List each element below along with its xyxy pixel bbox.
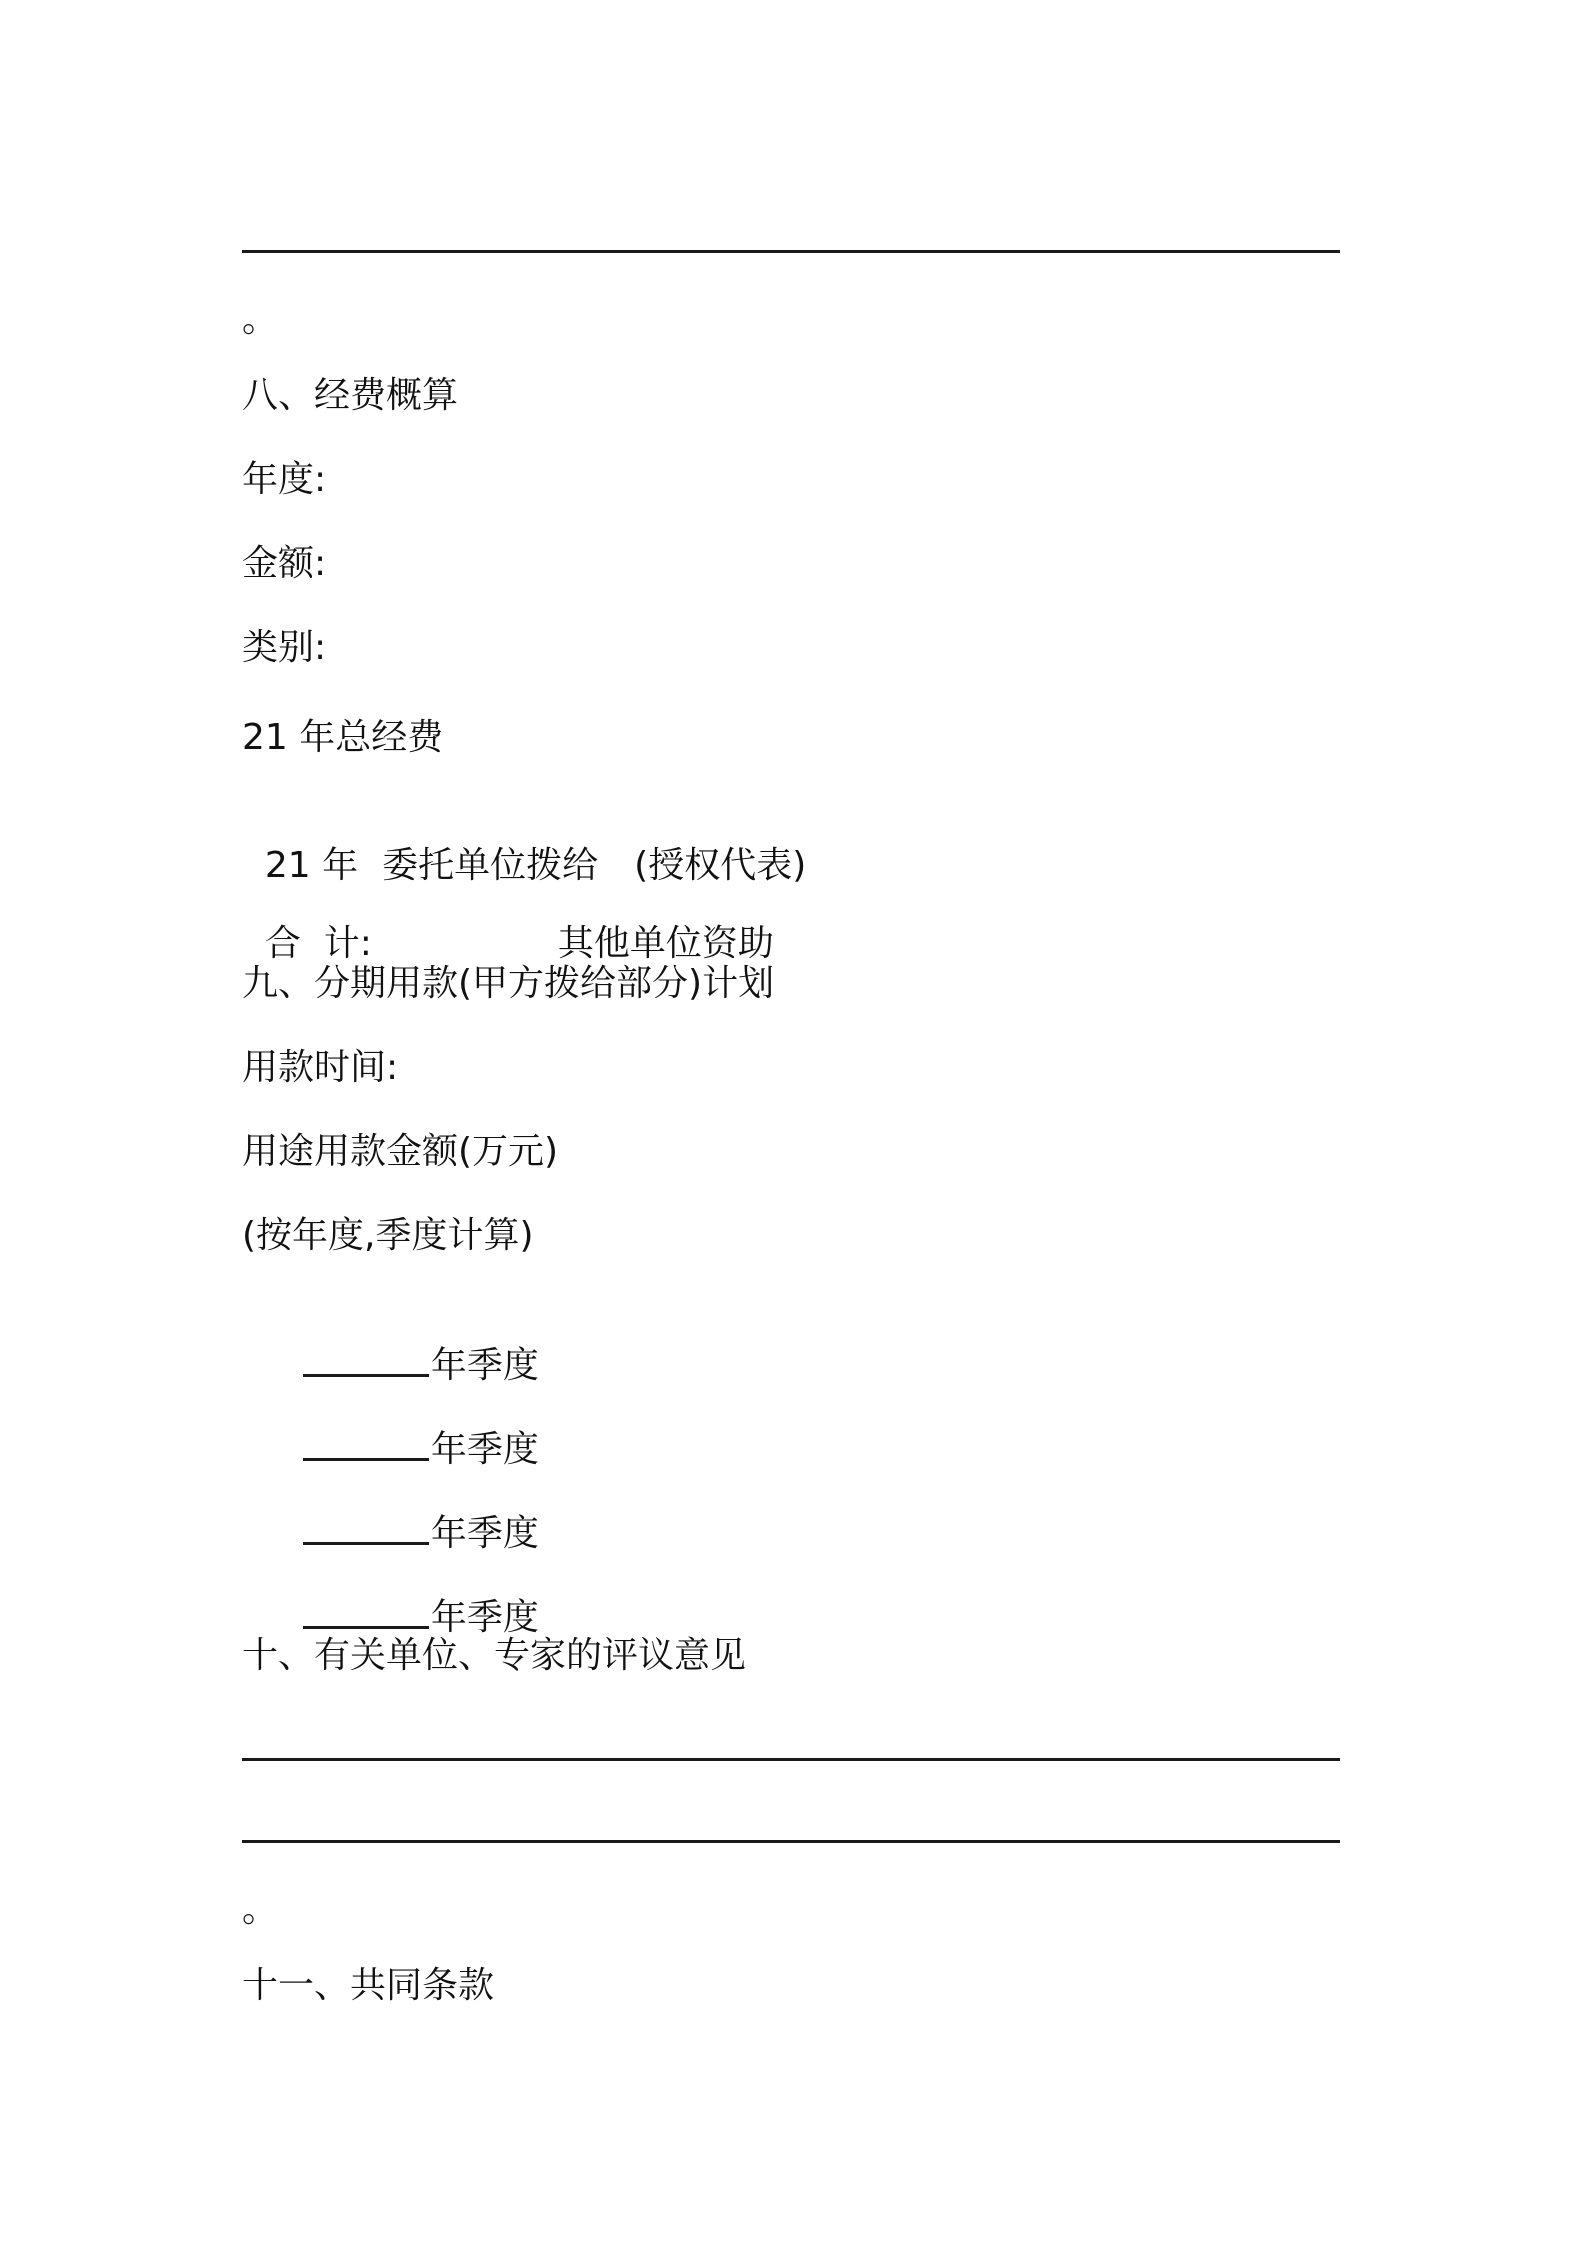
fill-blank [303, 1594, 429, 1629]
delegate-year: 21 年 [264, 845, 359, 886]
total-funding: 21 年总经费 [242, 717, 444, 758]
usage-amount-label: 用途用款金额(万元) [242, 1131, 559, 1172]
quarter-label: 年季度 [430, 1345, 539, 1386]
quarter-label: 年季度 [430, 1597, 539, 1638]
delegate-line [242, 800, 806, 888]
rule-line-2 [242, 1758, 1340, 1761]
category-label: 类别: [242, 627, 327, 668]
quarter-row [280, 1466, 539, 1556]
year-label: 年度: [242, 459, 327, 500]
period-1: 。 [242, 299, 279, 340]
fill-blank [303, 1426, 429, 1461]
section-8-heading: 八、经费概算 [242, 375, 459, 416]
rule-line-3 [242, 1840, 1340, 1843]
section-10-heading: 十、有关单位、专家的评议意见 [242, 1635, 747, 1676]
calc-note: (按年度,季度计算) [242, 1215, 534, 1256]
section-11-heading: 十一、共同条款 [242, 1965, 495, 2006]
delegate-unit: 委托单位拨给 [382, 845, 599, 886]
quarter-row [280, 1382, 539, 1472]
period-2: 。 [242, 1889, 279, 1930]
authorized-rep: (授权代表) [634, 845, 807, 886]
other-funding: 其他单位资助 [557, 923, 774, 964]
quarter-row [280, 1298, 539, 1388]
fill-blank [303, 1510, 429, 1545]
usage-time-label: 用款时间: [242, 1047, 399, 1088]
quarter-row [280, 1550, 539, 1640]
total-label: 合 计: [264, 923, 372, 964]
total-line [242, 878, 774, 966]
fill-blank [303, 1342, 429, 1377]
amount-label: 金额: [242, 543, 327, 584]
section-9-heading: 九、分期用款(甲方拨给部分)计划 [242, 963, 775, 1004]
quarter-label: 年季度 [430, 1513, 539, 1554]
rule-line-1 [242, 250, 1340, 253]
quarter-label: 年季度 [430, 1429, 539, 1470]
